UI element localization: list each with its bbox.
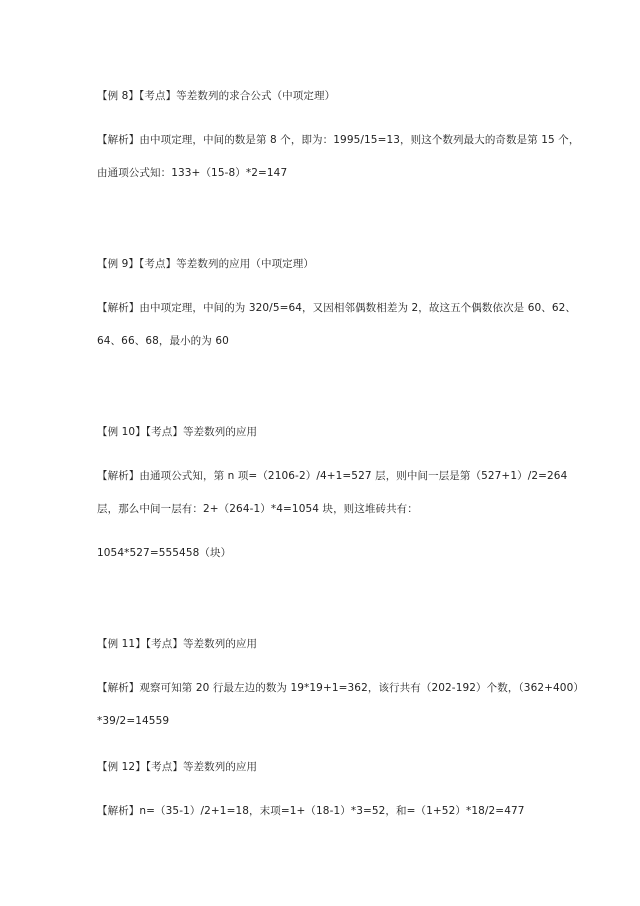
example-8-solution-line-1: 【解析】由中项定理，中间的数是第 8 个，即为：1995/15=13，则这个数列最大的奇数是第 15 个， xyxy=(97,134,580,146)
example-9-header: 【例 9】【考点】等差数列的应用（中项定理） xyxy=(97,258,314,270)
example-12-header: 【例 12】【考点】等差数列的应用 xyxy=(97,761,258,773)
example-10-solution-line-2: 层，那么中间一层有：2+（264-1）*4=1054 块，则这堆砖共有： xyxy=(97,503,418,515)
example-8-solution-line-2: 由通项公式知：133+（15-8）*2=147 xyxy=(97,167,288,179)
example-10-solution-line-3: 1054*527=555458（块） xyxy=(97,547,232,559)
example-10-solution-line-1: 【解析】由通项公式知，第 n 项=（2106-2）/4+1=527 层，则中间一层是第（527+1）/2=264 xyxy=(97,470,568,482)
example-11-header: 【例 11】【考点】等差数列的应用 xyxy=(97,638,258,650)
example-9-solution-line-2: 64、66、68，最小的为 60 xyxy=(97,335,229,347)
example-12-solution-line-1: 【解析】n=（35-1）/2+1=18，末项=1+（18-1）*3=52，和=（1+52）*18/2=477 xyxy=(97,805,525,817)
example-11-solution-line-1: 【解析】观察可知第 20 行最左边的数为 19*19+1=362，该行共有（202-192）个数，（362+400） xyxy=(97,682,584,694)
example-9-solution-line-1: 【解析】由中项定理，中间的为 320/5=64，又因相邻偶数相差为 2，故这五个偶数依次是 60、62、 xyxy=(97,302,577,314)
example-11-solution-line-2: *39/2=14559 xyxy=(97,715,170,727)
example-10-header: 【例 10】【考点】等差数列的应用 xyxy=(97,426,258,438)
example-8-header: 【例 8】【考点】等差数列的求合公式（中项定理） xyxy=(97,90,336,102)
